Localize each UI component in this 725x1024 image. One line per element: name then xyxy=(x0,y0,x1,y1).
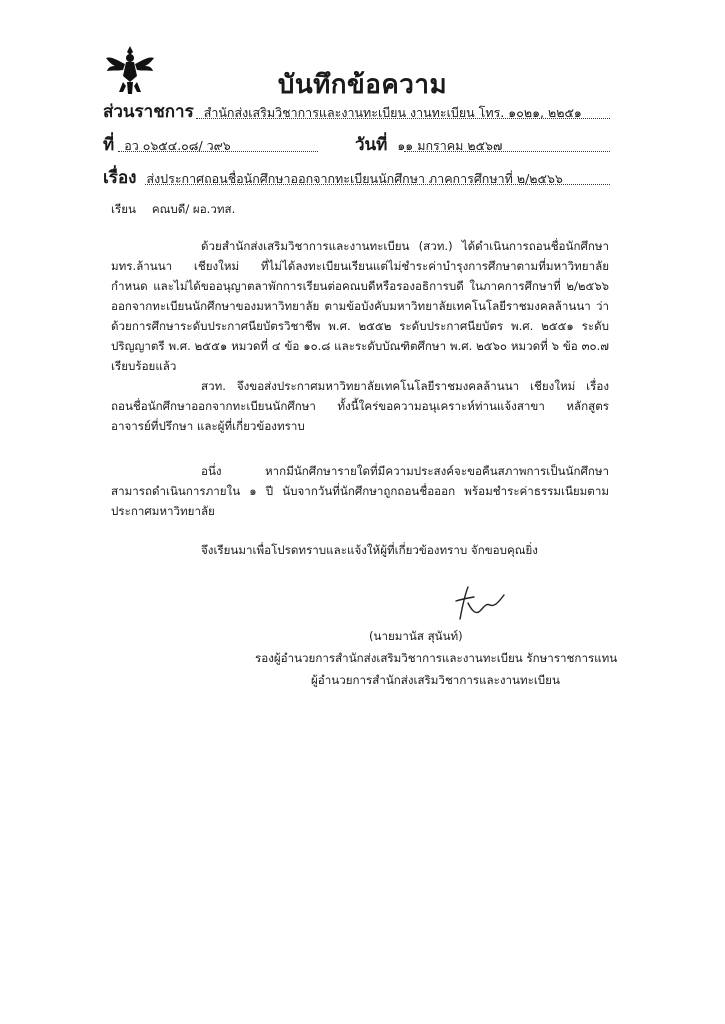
subject-value: ส่งประกาศถอนชื่อนักศึกษาออกจากทะเบียนนักศึกษา ภาคการศึกษาที่ ๒/๒๕๖๖ xyxy=(146,171,563,186)
subject-label: เรื่อง xyxy=(103,168,137,188)
paragraph-1: ด้วยสำนักส่งเสริมวิชาการและงานทะเบียน (สวท.) ได้ดำเนินการถอนชื่อนักศึกษา มทร.ล้านนา เชียงใหม่ ที่ไม่ได้ลงทะเบียนเรียนแต่ไม่ชำระค่าบำรุงการศึกษาตามที่มหาวิทยาลัยกำหนด และไม่ได้ขออนุญาตลาพักการเรียนต่อคณบดีหรือรองอธิการบดี ในภาคการศึกษาที่ ๒/๒๕๖๖ ออกจากทะเบียนนักศึกษาของมหาวิทยาลัย ตามข้อบังคับมหาวิทยาลัยเทคโนโลยีราชมงคลล้านนา ว่าด้วยการศึกษาระดับประกาศนียบัตรวิชาชีพ พ.ศ. ๒๕๕๒ ระดับประกาศนียบัตร พ.ศ. ๒๕๕๑ ระดับปริญญาตรี พ.ศ. ๒๕๕๑ หมวดที่ ๔ ข้อ ๑๐.๘ และระดับบัณฑิตศึกษา พ.ศ. ๒๕๖๐ หมวดที่ ๖ ข้อ ๓๐.๗ เรียบร้อยแล้ว xyxy=(111,239,609,373)
salutation-value: คณบดี/ ผอ.วทส. xyxy=(151,202,236,216)
subject-underline xyxy=(145,184,610,185)
handwritten-signature xyxy=(446,581,518,623)
salutation-label: เรียน xyxy=(111,202,136,216)
reference-value: อว ๐๖๕๔.๐๘/ ว๙๖ xyxy=(124,138,231,153)
signatory-position-2: ผู้อำนวยการสำนักส่งเสริมวิชาการและงานทะเบียน xyxy=(311,673,560,687)
paragraph-3: อนึ่ง หากมีนักศึกษารายใดที่มีความประสงค์จะขอคืนสภาพการเป็นนักศึกษา สามารถดำเนินการภายใน ๑ ปี นับจากวันที่นักศึกษาถูกถอนชื่อออก พร้อมชำระค่าธรรมเนียมตามประกาศมหาวิทยาลัย xyxy=(111,464,609,518)
closing-line: จึงเรียนมาเพื่อโปรดทราบและแจ้งให้ผู้ที่เกี่ยวข้องทราบ จักขอบคุณยิ่ง xyxy=(201,543,538,557)
date-row xyxy=(355,131,502,153)
salutation xyxy=(111,201,235,219)
reference-underline xyxy=(118,151,318,152)
date-underline xyxy=(404,151,610,152)
department-row xyxy=(103,98,582,120)
date-value: ๑๑ มกราคม ๒๕๖๗ xyxy=(397,138,503,153)
reference-label: ที่ xyxy=(103,135,115,155)
paragraph-2: สวท. จึงขอส่งประกาศมหาวิทยาลัยเทคโนโลยีราชมงคลล้านนา เชียงใหม่ เรื่อง ถอนชื่อนักศึกษาออกจากทะเบียนนักศึกษา ทั้งนี้ใคร่ขอความอนุเคราะห์ท่านแจ้งสาขา หลักสูตร อาจารย์ที่ปรึกษา และผู้ที่เกี่ยวข้องทราบ xyxy=(111,379,609,433)
subject-row xyxy=(103,164,563,186)
signatory-position-1: รองผู้อำนวยการสำนักส่งเสริมวิชาการและงานทะเบียน รักษาราชการแทน xyxy=(255,651,618,665)
department-underline xyxy=(196,118,610,119)
reference-row xyxy=(103,131,231,153)
signatory-name: (นายมานัส สุนันท์) xyxy=(369,629,463,643)
department-value: สำนักส่งเสริมวิชาการและงานทะเบียน งานทะเบียน โทร. ๑๐๒๑, ๒๒๕๑ xyxy=(203,105,582,120)
date-label: วันที่ xyxy=(355,135,388,155)
department-label: ส่วนราชการ xyxy=(103,102,194,122)
page-title: บันทึกข้อความ xyxy=(277,70,448,100)
